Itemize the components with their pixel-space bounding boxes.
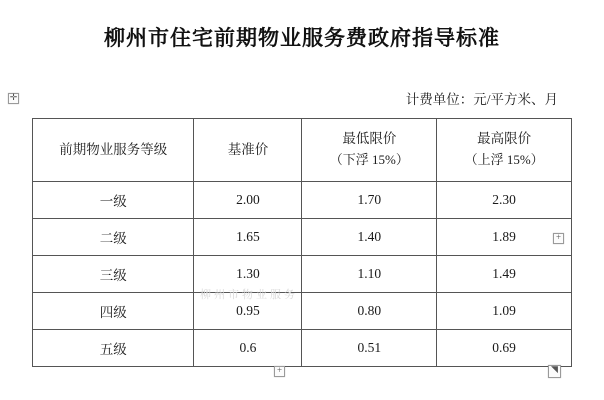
- cell-min-price: 0.51: [302, 330, 437, 367]
- column-header-min-price-sub: （下浮 15%）: [329, 152, 409, 168]
- cell-level: 一级: [33, 182, 194, 219]
- unit-label: 计费单位：元/平方米、月: [405, 92, 558, 107]
- table-row: [33, 182, 572, 219]
- table-body: [33, 182, 572, 367]
- table-row: [33, 256, 572, 293]
- cell-level: 二级: [33, 219, 194, 256]
- cell-max-price: 0.69: [437, 330, 572, 367]
- table-header-row: [33, 119, 572, 182]
- cell-max-price: 2.30: [437, 182, 572, 219]
- cell-max-price: 1.49: [437, 256, 572, 293]
- watermark-text: 柳州市物业服务: [200, 289, 298, 301]
- column-header-max-price: [437, 119, 572, 182]
- column-header-max-price-main: 最高限价: [477, 131, 532, 147]
- resize-handle-bottom[interactable]: [274, 366, 285, 377]
- plus-icon: +: [555, 232, 562, 242]
- cell-max-price: 1.09: [437, 293, 572, 330]
- cell-min-price: 1.40: [302, 219, 437, 256]
- move-icon: ✛: [9, 92, 18, 102]
- column-header-min-price-main: 最低限价: [342, 131, 397, 147]
- rate-table-container: [32, 118, 572, 367]
- resize-corner-icon: ◥: [551, 364, 558, 374]
- cell-min-price: 1.10: [302, 256, 437, 293]
- cell-base-price: 0.95: [194, 293, 302, 330]
- column-header-service-level: [33, 119, 194, 182]
- cell-level: 三级: [33, 256, 194, 293]
- cell-max-price: 1.89: [437, 219, 572, 256]
- cell-min-price: 1.70: [302, 182, 437, 219]
- cell-base-price: 0.6: [194, 330, 302, 367]
- resize-handle-right[interactable]: [553, 233, 564, 244]
- cell-min-price: 0.80: [302, 293, 437, 330]
- column-header-min-price: [302, 119, 437, 182]
- column-header-max-price-sub: （上浮 15%）: [464, 152, 544, 168]
- cell-level: 五级: [33, 330, 194, 367]
- page-title: 柳州市住宅前期物业服务费政府指导标准: [104, 26, 500, 50]
- plus-icon: +: [276, 365, 283, 375]
- table-row: [33, 330, 572, 367]
- cell-base-price: 2.00: [194, 182, 302, 219]
- table-header: [33, 119, 572, 182]
- resize-handle-bottom-right[interactable]: [548, 365, 561, 378]
- cell-base-price: 1.30: [194, 256, 302, 293]
- table-row: [33, 293, 572, 330]
- column-header-base-price-main: 基准价: [227, 141, 269, 157]
- cell-level: 四级: [33, 293, 194, 330]
- column-header-base-price: [194, 119, 302, 182]
- column-header-service-level-main: 前期物业服务等级: [59, 141, 168, 157]
- cell-base-price: 1.65: [194, 219, 302, 256]
- resize-handle-top-left[interactable]: [8, 93, 19, 104]
- rate-table: [32, 118, 572, 367]
- table-row: [33, 219, 572, 256]
